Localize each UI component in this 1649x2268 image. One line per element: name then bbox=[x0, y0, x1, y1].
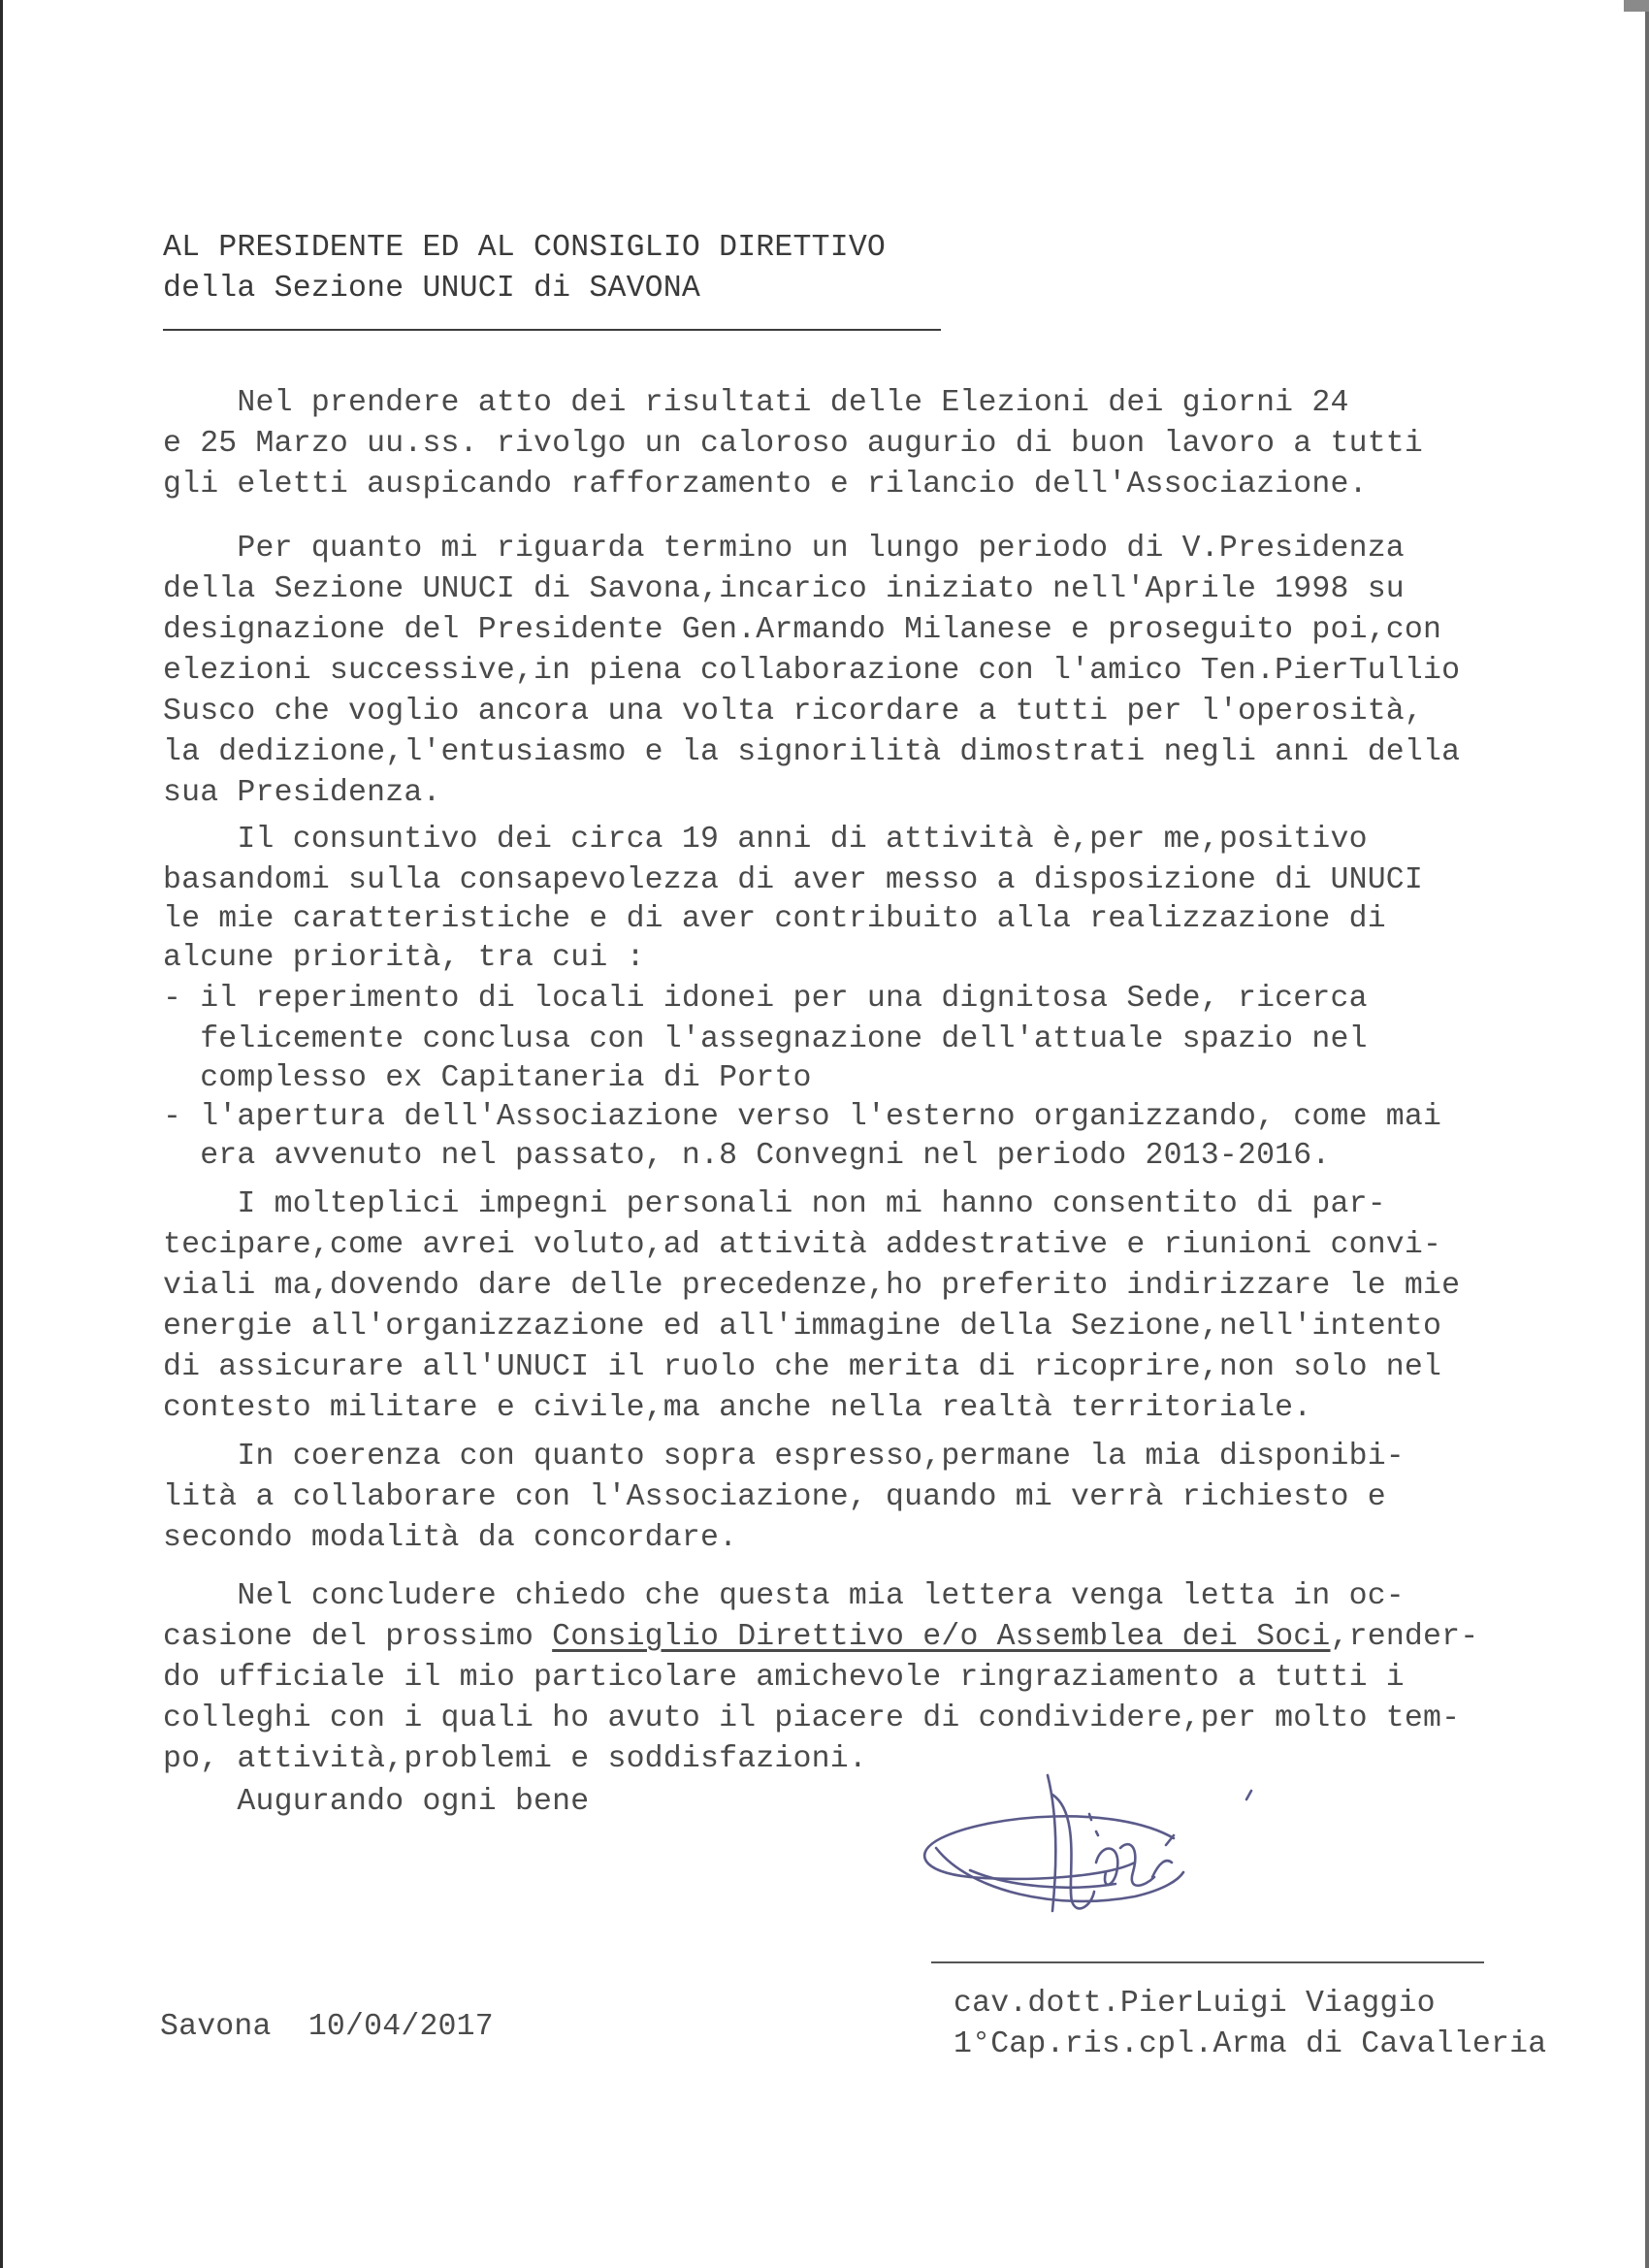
text-line: Per quanto mi riguarda termino un lungo periodo di V.Presidenza bbox=[163, 532, 1405, 566]
text-segment: casione del prossimo bbox=[163, 1620, 553, 1654]
text-line: e 25 Marzo uu.ss. rivolgo un caloroso augurio di buon lavoro a tutti bbox=[163, 427, 1424, 461]
list-item: - il reperimento di locali idonei per una dignitosa Sede, ricerca bbox=[163, 982, 1368, 1016]
text-line: Susco che voglio ancora una volta ricordare a tutti per l'operosità, bbox=[163, 695, 1424, 729]
addressee-line-2: della Sezione UNUCI di SAVONA bbox=[163, 272, 700, 306]
text-line: In coerenza con quanto sopra espresso,permane la mia disponibi- bbox=[163, 1440, 1405, 1474]
list-item-continuation: complesso ex Capitaneria di Porto bbox=[163, 1061, 812, 1095]
text-line: lità a collaborare con l'Associazione, quando mi verrà richiesto e bbox=[163, 1480, 1386, 1514]
text-line: della Sezione UNUCI di Savona,incarico iniziato nell'Aprile 1998 su bbox=[163, 572, 1405, 606]
text-line: viali ma,dovendo dare delle precedenze,ho preferito indirizzare le mie bbox=[163, 1269, 1461, 1303]
text-line: Il consuntivo dei circa 19 anni di attività è,per me,positivo bbox=[163, 823, 1368, 857]
list-item-continuation: era avvenuto nel passato, n.8 Convegni nel periodo 2013-2016. bbox=[163, 1139, 1331, 1173]
scan-edge-right bbox=[1645, 0, 1649, 2268]
signer-rank: 1°Cap.ris.cpl.Arma di Cavalleria bbox=[954, 2027, 1547, 2061]
place-date: Savona 10/04/2017 bbox=[160, 2010, 494, 2044]
text-line: colleghi con i quali ho avuto il piacere di condividere,per molto tem- bbox=[163, 1701, 1461, 1735]
text-line: secondo modalità da concordare. bbox=[163, 1521, 738, 1555]
list-item: - l'apertura dell'Associazione verso l'esterno organizzando, come mai bbox=[163, 1100, 1442, 1134]
signer-name: cav.dott.PierLuigi Viaggio bbox=[954, 1987, 1436, 2021]
text-line: I molteplici impegni personali non mi hanno consentito di par- bbox=[163, 1187, 1386, 1221]
text-line: elezioni successive,in piena collaborazione con l'amico Ten.PierTullio bbox=[163, 654, 1461, 688]
text-line: le mie caratteristiche e di aver contribuito alla realizzazione di bbox=[163, 902, 1386, 936]
scan-edge-left bbox=[0, 0, 3, 2268]
text-line: gli eletti auspicando rafforzamento e rilancio dell'Associazione. bbox=[163, 468, 1368, 502]
underlined-phrase: Consiglio Direttivo e/o Assemblea dei Soci bbox=[552, 1620, 1331, 1654]
text-line: alcune priorità, tra cui : bbox=[163, 941, 645, 975]
text-line: po, attività,problemi e soddisfazioni. bbox=[163, 1742, 867, 1776]
addressee-line-1: AL PRESIDENTE ED AL CONSIGLIO DIRETTIVO bbox=[163, 231, 887, 265]
text-line: Nel prendere atto dei risultati delle Elezioni dei giorni 24 bbox=[163, 386, 1349, 420]
text-line: energie all'organizzazione ed all'immagine della Sezione,nell'intento bbox=[163, 1310, 1442, 1344]
text-line: Nel concludere chiedo che questa mia lettera venga letta in oc- bbox=[163, 1579, 1405, 1613]
text-line: tecipare,come avrei voluto,ad attività addestrative e riunioni convi- bbox=[163, 1228, 1442, 1262]
handwritten-signature bbox=[912, 1756, 1261, 1969]
text-line: di assicurare all'UNUCI il ruolo che merita di ricoprire,non solo nel bbox=[163, 1350, 1442, 1384]
text-segment: ,render- bbox=[1330, 1620, 1479, 1654]
signature-rule bbox=[931, 1961, 1484, 1963]
text-line: la dedizione,l'entusiasmo e la signorilità dimostrati negli anni della bbox=[163, 735, 1461, 769]
text-line bbox=[163, 1620, 1478, 1655]
list-item-continuation: felicemente conclusa con l'assegnazione dell'attuale spazio nel bbox=[163, 1022, 1368, 1056]
text-line: basandomi sulla consapevolezza di aver messo a disposizione di UNUCI bbox=[163, 863, 1424, 897]
text-line: designazione del Presidente Gen.Armando Milanese e proseguito poi,con bbox=[163, 613, 1442, 647]
closing-greeting: Augurando ogni bene bbox=[163, 1785, 590, 1819]
scan-corner-mark bbox=[1624, 0, 1649, 12]
heading-rule bbox=[163, 329, 941, 331]
text-line: do ufficiale il mio particolare amichevole ringraziamento a tutti i bbox=[163, 1661, 1405, 1695]
text-line: contesto militare e civile,ma anche nella realtà territoriale. bbox=[163, 1391, 1312, 1425]
text-line: sua Presidenza. bbox=[163, 776, 441, 810]
